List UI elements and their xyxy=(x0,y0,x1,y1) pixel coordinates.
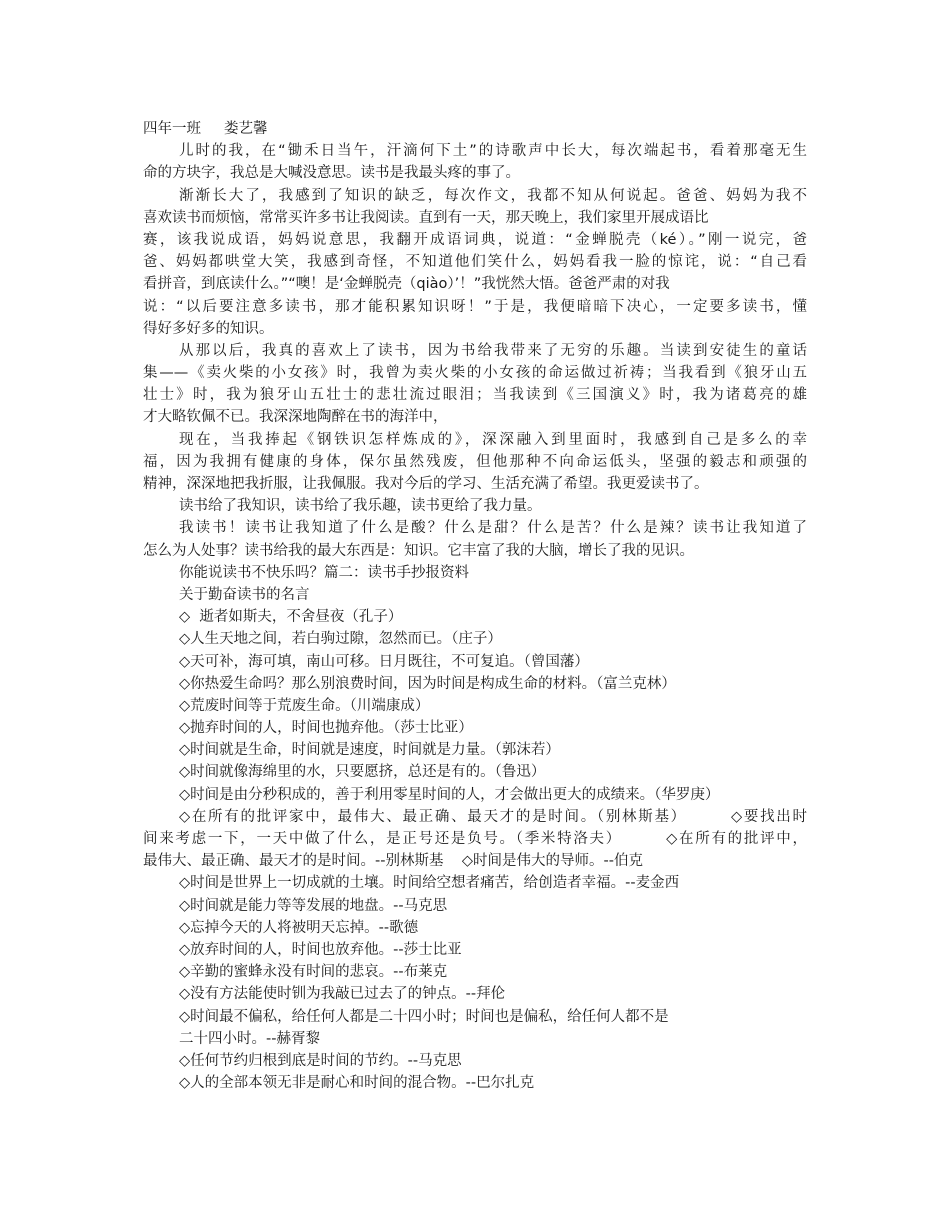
text-line: 现在，当我捧起《钢铁识怎样炼成的》，深深融入到里面时，我感到自己是多么的幸 xyxy=(179,431,807,448)
text-line: 赛，该我说成语，妈妈说意思，我翻开成语词典，说道：“金蝉脱壳（ké）。”刚一说完，爸 xyxy=(143,231,807,248)
text-line: ◇时间就是能力等等发展的地盘。--马克思 xyxy=(179,897,448,914)
text-line: 从那以后，我真的喜欢上了读书，因为书给我带来了无穷的乐趣。当读到安徒生的童话 xyxy=(179,342,807,359)
text-line: 福，因为我拥有健康的身体，保尔虽然残废，但他那种不向命运低头，坚强的毅志和顽强的 xyxy=(143,453,807,470)
text-line: 精神，深深地把我折服，让我佩服。我对今后的学习、生活充满了希望。我更爱读书了。 xyxy=(143,476,709,492)
text-line: 喜欢读书而烦恼，常常买许多书让我阅读。直到有一天，那天晚上，我们家里开展成语比 xyxy=(143,209,709,226)
text-line: ◇抛弃时间的人，时间也抛弃他。（莎士比亚） xyxy=(179,720,473,737)
text-line: 儿时的我，在“锄禾日当午，汗滴何下土”的诗歌声中长大，每次端起书，看着那毫无生 xyxy=(179,143,807,160)
text-line: ◇放弃时间的人，时间也放弃他。--莎士比亚 xyxy=(179,941,462,958)
text-line: ◇没有方法能使时钏为我敲已过去了的钟点。--拜伦 xyxy=(179,986,506,1003)
text-line: ◇辛勤的蜜蜂永没有时间的悲哀。--布莱克 xyxy=(179,964,448,981)
text-line: 渐渐长大了，我感到了知识的缺乏，每次作文，我都不知从何说起。爸爸、妈妈为我不 xyxy=(179,187,807,204)
text-line: 说：“以后要注意多读书，那才能积累知识呀！”于是，我便暗暗下决心，一定要多读书，懂 xyxy=(143,298,807,315)
text-line: 集——《卖火柴的小女孩》时，我曾为卖火柴的小女孩的命运做过祈祷；当我看到《狼牙山五 xyxy=(143,365,807,382)
text-line: ◇人生天地之间，若白驹过隙，忽然而已。（庄子） xyxy=(179,631,502,648)
text-line: 二十四小时。--赫胥黎 xyxy=(179,1030,320,1047)
text-line: 你能说读书不快乐吗？篇二：读书手抄报资料 xyxy=(179,564,469,581)
text-line: ◇天可补，海可填，南山可移。日月既往，不可复追。（曾国藩） xyxy=(179,653,589,670)
text-line: 才大略钦佩不已。我深深地陶醉在书的海洋中， xyxy=(143,409,448,426)
document-page xyxy=(143,118,807,1094)
text-line: ◇人的全部本领无非是耐心和时间的混合物。--巴尔扎克 xyxy=(179,1075,535,1092)
text-line: ◇忘掉今天的人将被明天忘掉。--歌德 xyxy=(179,919,419,936)
text-line: ◇在所有的批评家中，最伟大、最正确、最天才的是时间。（别林斯基） ◇要找出时 xyxy=(179,808,807,825)
text-line: 最伟大、最正确、最天才的是时间。--别林斯基 ◇时间是伟大的导师。--伯克 xyxy=(143,853,644,870)
text-line: 读书给了我知识，读书给了我乐趣，读书更给了我力量。 xyxy=(179,498,542,515)
text-line: ◇时间是由分秒积成的，善于利用零星时间的人，才会做出更大的成绩来。（华罗庚） xyxy=(179,786,720,803)
text-line: 怎么为人处事？读书给我的最大东西是：知识。它丰富了我的大脑，增长了我的见识。 xyxy=(143,542,694,559)
text-line: ◇时间就是生命，时间就是速度，时间就是力量。（郭沫若） xyxy=(179,742,560,759)
text-line: 命的方块字，我总是大喊没意思。读书是我最头疼的事了。 xyxy=(143,165,520,182)
text-line: ◇ 逝者如斯夫，不舍昼夜（孔子） xyxy=(179,609,403,626)
text-line: ◇时间是世界上一切成就的土壤。时间给空想者痛苦，给创造者幸福。--麦金西 xyxy=(179,875,680,892)
text-line: ◇时间就像海绵里的水，只要愿挤，总还是有的。（鲁迅） xyxy=(179,764,546,781)
text-line: 关于勤奋读书的名言 xyxy=(179,586,310,603)
text-line: 得好多好多的知识。 xyxy=(143,320,274,337)
text-line: ◇你热爱生命吗？那么别浪费时间，因为时间是构成生命的材料。（富兰克林） xyxy=(179,675,676,692)
text-line: 壮士》时，我为狼牙山五壮士的悲壮流过眼泪；当我读到《三国演义》时，我为诸葛亮的雄 xyxy=(143,387,807,404)
text-line: 看拼音，到底读什么。”“噢！是‘金蝉脱壳（qiào）’！”我恍然大悟。爸爸严肃的对我 xyxy=(143,276,670,293)
text-line: ◇时间最不偏私，给任何人都是二十四小时；时间也是偏私，给任何人都不是 xyxy=(179,1008,669,1025)
text-line: 我读书！读书让我知道了什么是酸？什么是甜？什么是苦？什么是辣？读书让我知道了 xyxy=(179,520,807,537)
text-line: ◇任何节约归根到底是时间的节约。--马克思 xyxy=(179,1052,462,1069)
document-header: 四年一班 娄艺馨 xyxy=(143,121,268,137)
text-line: 间来考虑一下，一天中做了什么，是正号还是负号。（季米特洛夫） ◇在所有的批评中， xyxy=(143,831,807,847)
text-line: 爸、妈妈都哄堂大笑，我感到奇怪，不知道他们笑什么，妈妈看我一脸的惊诧，说：“自己看 xyxy=(143,254,807,271)
text-line: ◇荒废时间等于荒废生命。（川端康成） xyxy=(179,697,430,714)
